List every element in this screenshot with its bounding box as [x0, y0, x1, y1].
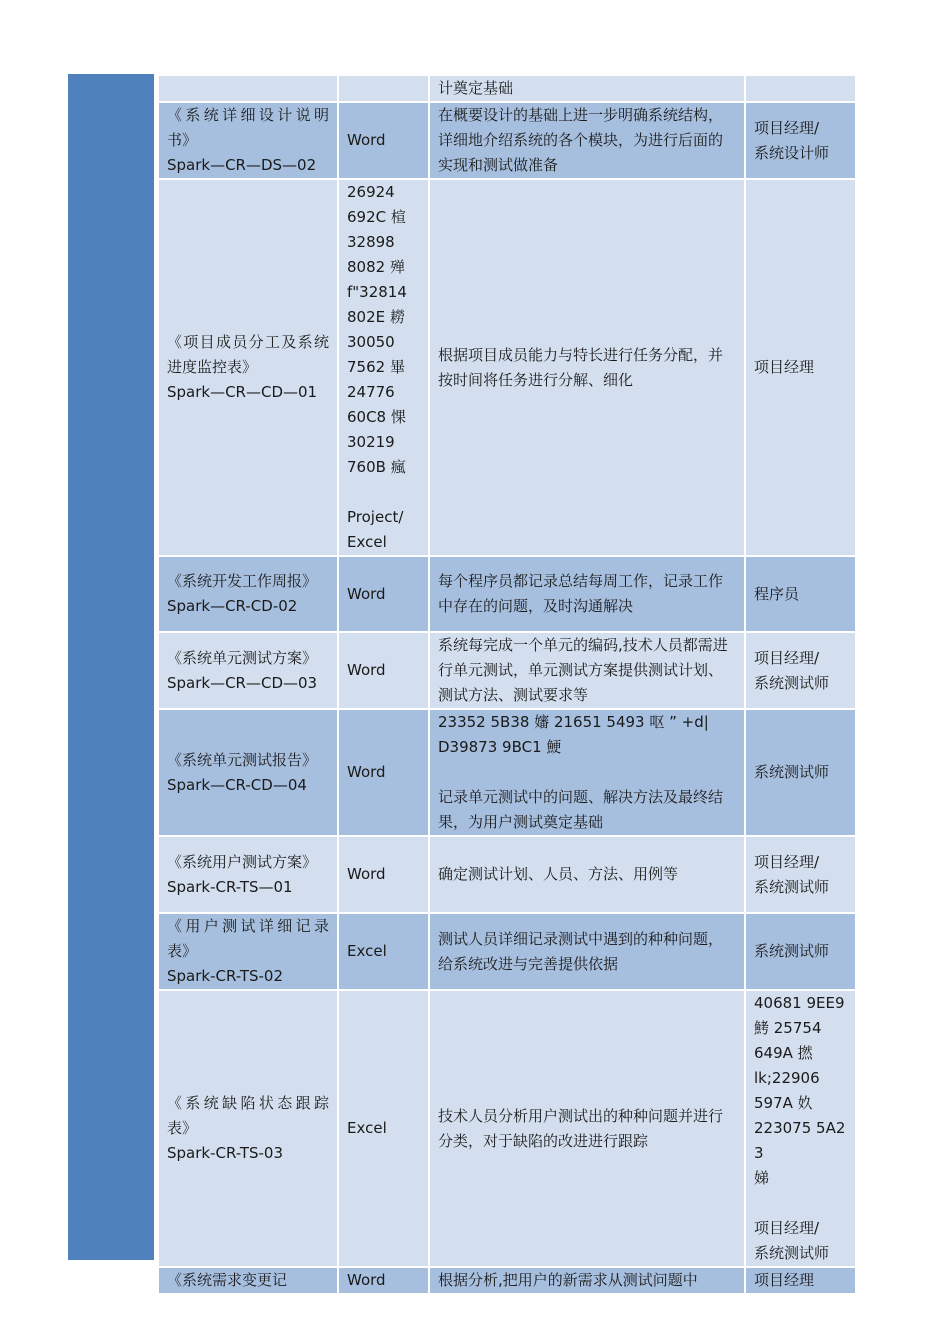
document-deliverables-table: [157, 74, 857, 1295]
table-row: [158, 75, 856, 102]
owner-cell: [745, 75, 856, 102]
tool-cell: Word: [338, 836, 429, 913]
tool-cell: 26924 692C 楦 32898 8082 殚 f"32814 802E 耮 30050 7562 畢 24776 60C8 惈 30219 760B 瘋 Project/ Excel: [338, 179, 429, 556]
purpose-cell: 确定测试计划、人员、方法、用例等: [429, 836, 745, 913]
owner-cell: 程序员: [745, 556, 856, 632]
tool-cell: Word: [338, 1267, 429, 1294]
tool-cell: Word: [338, 102, 429, 179]
owner-cell: 项目经理/ 系统设计师: [745, 102, 856, 179]
table-row: [158, 990, 856, 1267]
table-row: [158, 913, 856, 990]
purpose-cell: 技术人员分析用户测试出的种种问题并进行分类，对于缺陷的改进进行跟踪: [429, 990, 745, 1267]
document-name-cell: 《系统缺陷状态跟踪表》 Spark-CR-TS-03: [158, 990, 338, 1267]
tool-cell: [338, 75, 429, 102]
owner-cell: 系统测试师: [745, 913, 856, 990]
purpose-cell: 计奠定基础: [429, 75, 745, 102]
table-row: [158, 102, 856, 179]
purpose-cell: 每个程序员都记录总结每周工作，记录工作中存在的问题，及时沟通解决: [429, 556, 745, 632]
purpose-cell: 测试人员详细记录测试中遇到的种种问题，给系统改进与完善提供依据: [429, 913, 745, 990]
owner-cell: 40681 9EE9 鮳 25754 649A 撚 lk;22906 597A 奺 223075 5A23 娣 项目经理/ 系统测试师: [745, 990, 856, 1267]
purpose-cell: 系统每完成一个单元的编码,技术人员都需进行单元测试，单元测试方案提供测试计划、测试方法、测试要求等: [429, 632, 745, 709]
owner-cell: 项目经理: [745, 179, 856, 556]
document-name-cell: 《系统详细设计说明书》 Spark—CR—DS—02: [158, 102, 338, 179]
purpose-cell: 根据项目成员能力与特长进行任务分配，并按时间将任务进行分解、细化: [429, 179, 745, 556]
document-name-cell: 《系统单元测试方案》 Spark—CR—CD—03: [158, 632, 338, 709]
table-row: [158, 179, 856, 556]
tool-cell: Word: [338, 709, 429, 836]
document-name-cell: [158, 75, 338, 102]
purpose-cell: 根据分析,把用户的新需求从测试问题中: [429, 1267, 745, 1294]
tool-cell: Word: [338, 556, 429, 632]
table-row: [158, 1267, 856, 1294]
document-name-cell: 《系统需求变更记: [158, 1267, 338, 1294]
document-name-cell: 《系统单元测试报告》 Spark—CR-CD—04: [158, 709, 338, 836]
table-row: [158, 709, 856, 836]
tool-cell: Excel: [338, 913, 429, 990]
table-row: [158, 836, 856, 913]
purpose-cell: 在概要设计的基础上进一步明确系统结构，详细地介绍系统的各个模块，为进行后面的实现和测试做准备: [429, 102, 745, 179]
owner-cell: 项目经理: [745, 1267, 856, 1294]
table-row: [158, 632, 856, 709]
table-row: [158, 556, 856, 632]
owner-cell: 项目经理/ 系统测试师: [745, 632, 856, 709]
document-name-cell: 《项目成员分工及系统进度监控表》 Spark—CR—CD—01: [158, 179, 338, 556]
owner-cell: 项目经理/ 系统测试师: [745, 836, 856, 913]
left-color-band: [68, 74, 154, 1260]
document-name-cell: 《系统开发工作周报》 Spark—CR-CD-02: [158, 556, 338, 632]
owner-cell: 系统测试师: [745, 709, 856, 836]
purpose-cell: 23352 5B38 嬸 21651 5493 呕 ” +d| D39873 9BC1 鯁 记录单元测试中的问题、解决方法及最终结果，为用户测试奠定基础: [429, 709, 745, 836]
tool-cell: Word: [338, 632, 429, 709]
tool-cell: Excel: [338, 990, 429, 1267]
document-name-cell: 《系统用户测试方案》 Spark-CR-TS—01: [158, 836, 338, 913]
document-name-cell: 《用户测试详细记录表》 Spark-CR-TS-02: [158, 913, 338, 990]
